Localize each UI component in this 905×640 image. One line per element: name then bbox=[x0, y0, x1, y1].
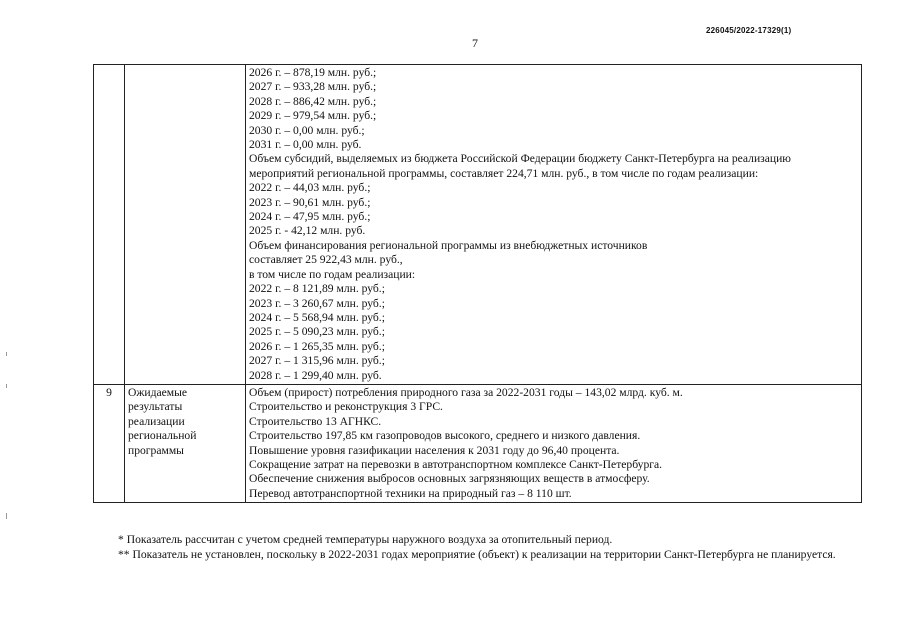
document-number: 226045/2022-17329(1) bbox=[706, 26, 792, 35]
financing-line: 2022 г. – 8 121,89 млн. руб.; bbox=[249, 282, 385, 296]
row-number: 9 bbox=[94, 384, 125, 502]
cell-expected-results bbox=[246, 384, 862, 502]
row-label bbox=[125, 384, 246, 502]
footnote-1: * Показатель рассчитан с учетом средней температуры наружного воздуха за отопительный период. bbox=[118, 533, 613, 546]
financing-line: 2027 г. – 1 315,96 млн. руб.; bbox=[249, 354, 385, 368]
financing-line: 2025 г. – 5 090,23 млн. руб.; bbox=[249, 325, 385, 339]
financing-line: 2026 г. – 878,19 млн. руб.; bbox=[249, 66, 377, 79]
result-item: Повышение уровня газификации населения к 2031 году до 96,40 процента. bbox=[249, 443, 620, 457]
financing-line: 2026 г. – 1 265,35 млн. руб.; bbox=[249, 339, 385, 353]
page-number: 7 bbox=[472, 36, 478, 50]
financing-line: 2031 г. – 0,00 млн. руб. bbox=[249, 138, 362, 152]
cell-financing-details bbox=[246, 65, 862, 385]
financing-line: в том числе по годам реализации: bbox=[249, 267, 416, 281]
financing-line: составляет 25 922,43 млн. руб., bbox=[249, 253, 403, 267]
scan-mark bbox=[6, 352, 7, 356]
program-passport-table bbox=[93, 64, 862, 503]
financing-line: 2023 г. – 3 260,67 млн. руб.; bbox=[249, 296, 385, 310]
row-label-line: реализации bbox=[128, 414, 185, 428]
table-row-continuation bbox=[94, 65, 862, 385]
cell-label-empty bbox=[125, 65, 246, 385]
row-label-line: результаты bbox=[128, 400, 183, 414]
row-label-line: региональной bbox=[128, 429, 197, 443]
financing-line: 2028 г. – 886,42 млн. руб.; bbox=[249, 94, 377, 108]
row-label-line: программы bbox=[128, 443, 184, 457]
footnotes bbox=[93, 533, 861, 562]
result-item: Перевод автотранспортной техники на природный газ – 8 110 шт. bbox=[249, 486, 572, 500]
result-item: Строительство 13 АГНКС. bbox=[249, 414, 382, 428]
financing-line: 2024 г. – 5 568,94 млн. руб.; bbox=[249, 310, 385, 324]
result-item: Строительство и реконструкция 3 ГРС. bbox=[249, 400, 443, 414]
financing-line: 2024 г. – 47,95 млн. руб.; bbox=[249, 210, 371, 224]
row-label-line: Ожидаемые bbox=[128, 385, 188, 399]
financing-line: 2027 г. – 933,28 млн. руб.; bbox=[249, 80, 377, 94]
cell-number-empty bbox=[94, 65, 125, 385]
scan-mark bbox=[6, 384, 7, 388]
financing-line: 2030 г. – 0,00 млн. руб.; bbox=[249, 123, 365, 137]
result-item: Строительство 197,85 км газопроводов высокого, среднего и низкого давления. bbox=[249, 429, 641, 443]
financing-line: 2029 г. – 979,54 млн. руб.; bbox=[249, 109, 377, 123]
financing-line: 2022 г. – 44,03 млн. руб.; bbox=[249, 181, 371, 195]
result-item: Обеспечение снижения выбросов основных загрязняющих веществ в атмосферу. bbox=[249, 472, 650, 486]
footnote-2: ** Показатель не установлен, поскольку в 2022-2031 годах мероприятие (объект) к реализации на территории Санкт-Петербурга не планируется. bbox=[118, 547, 836, 561]
scan-mark bbox=[6, 513, 7, 519]
federal-subsidy-text: Объем субсидий, выделяемых из бюджета Российской Федерации бюджету Санкт-Петербурга на реализацию мероприятий региональной программы, составляет 224,71 млн. руб., в том числе по годам реализации: bbox=[249, 152, 791, 180]
financing-line: Объем финансирования региональной программы из внебюджетных источников bbox=[249, 238, 648, 252]
result-item: Сокращение затрат на перевозки в автотранспортном комплексе Санкт-Петербурга. bbox=[249, 457, 663, 471]
financing-line: 2028 г. – 1 299,40 млн. руб. bbox=[249, 368, 382, 382]
result-item: Объем (прирост) потребления природного газа за 2022-2031 годы – 143,02 млрд. куб. м. bbox=[249, 385, 683, 399]
financing-line: 2025 г. - 42,12 млн. руб. bbox=[249, 224, 366, 238]
table-row-expected-results bbox=[94, 384, 862, 502]
financing-line: 2023 г. – 90,61 млн. руб.; bbox=[249, 195, 371, 209]
